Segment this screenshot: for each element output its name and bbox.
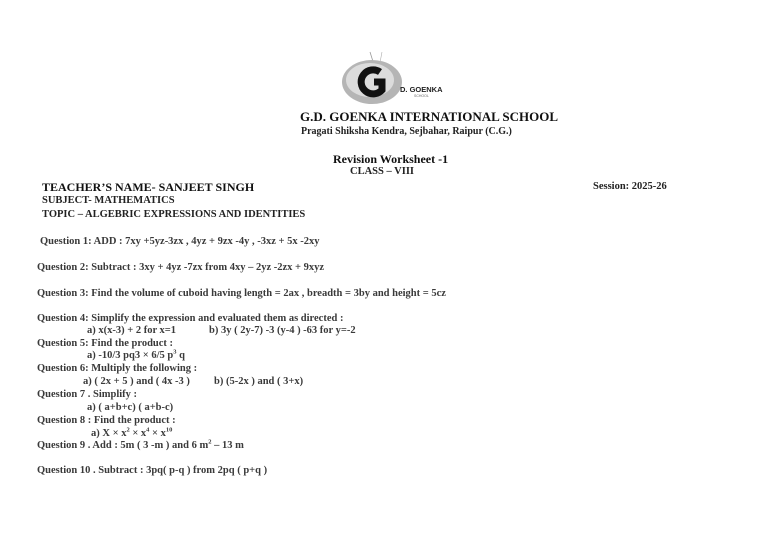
question-6-part-a: a) ( 2x + 5 ) and ( 4x -3 ) xyxy=(83,376,190,387)
question-6: Question 6: Multiply the following : xyxy=(37,363,198,374)
logo-brand-text: D. GOENKA xyxy=(400,85,443,94)
subject-label: SUBJECT- MATHEMATICS xyxy=(42,195,175,206)
question-8: Question 8 : Find the product : xyxy=(37,415,176,426)
question-2: Question 2: Subtract : 3xy + 4yz -7zx from 4xy – 2yz -2zx + 9xyz xyxy=(37,262,325,273)
teacher-name: TEACHER’S NAME- SANJEET SINGH xyxy=(42,180,255,194)
school-address: Pragati Shiksha Kendra, Sejbahar, Raipur (C.G.) xyxy=(301,126,512,137)
school-logo xyxy=(336,50,456,110)
question-8-part-a: a) $X \times x^2 \times x^4 \times x^{10}$ xyxy=(91,426,173,439)
logo-sub-text: SCHOOL xyxy=(414,94,429,98)
question-5: Question 5: Find the product : xyxy=(37,338,174,349)
question-6-part-b: b) (5-2x ) and ( 3+x) xyxy=(214,376,304,387)
question-4: Question 4: Simplify the expression and evaluated them as directed : xyxy=(37,313,344,324)
session-label: Session: 2025-26 xyxy=(593,181,667,192)
topic-label: TOPIC – ALGEBRIC EXPRESSIONS AND IDENTITIES xyxy=(42,209,306,220)
question-7-part-a: a) ( a+b+c) ( a+b-c) xyxy=(87,402,174,413)
class-label: CLASS – VIII xyxy=(350,166,414,177)
question-7: Question 7 . Simplify : xyxy=(37,389,138,400)
question-4-part-a: a) x(x-3) + 2 for x=1 xyxy=(87,325,177,336)
question-9: Question 9 . Add : 5m ( 3 -m ) and 6 $m^2 - 13$ m xyxy=(37,438,244,451)
question-4-part-b: b) 3y ( 2y-7) -3 (y-4 ) -63 for y=-2 xyxy=(209,325,356,336)
question-5-part-a: a) -10/3 pq3 × 6/5 $p^3$ q xyxy=(87,348,185,361)
question-1: Question 1: ADD : 7xy +5yz-3zx , 4yz + 9zx -4y , -3xz + 5x -2xy xyxy=(40,236,320,247)
question-10: Question 10 . Subtract : 3pq( p-q ) from 2pq ( p+q ) xyxy=(37,465,268,476)
question-3: Question 3: Find the volume of cuboid having length = 2ax , breadth = 3by and height = 5cz xyxy=(37,288,446,299)
worksheet-title: Revision Worksheet -1 xyxy=(333,152,449,166)
school-name: G.D. GOENKA INTERNATIONAL SCHOOL xyxy=(300,109,559,124)
